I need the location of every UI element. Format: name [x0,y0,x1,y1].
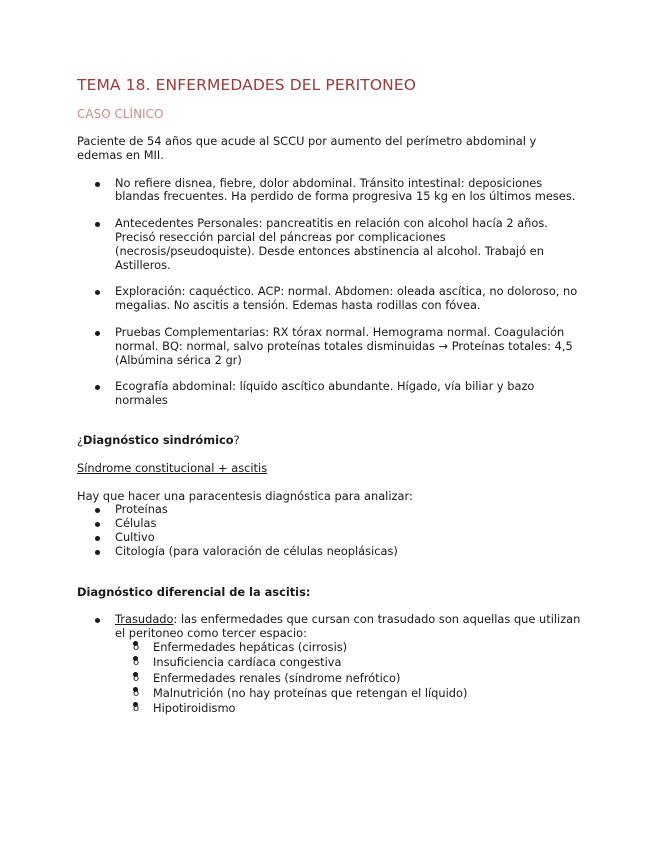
differential-heading: Diagnóstico diferencial de la ascitis: [77,584,311,599]
paracentesis-list [77,503,582,558]
syndrome-answer-text: Síndrome constitucional + ascitis [77,460,268,475]
list-item: Citología (para valoración de células neoplásicas) [77,545,582,559]
list-item: Ecografía abdominal: líquido ascítico abundante. Hígado, vía biliar y bazo normales [77,380,582,408]
list-item: Proteínas [77,503,582,517]
paracentesis-intro: Hay que hacer una paracentesis diagnóstica para analizar: [77,488,413,503]
list-item: o Hipotiroidismo [115,702,582,716]
case-intro: Paciente de 54 años que acude al SCCU por aumento del perímetro abdominal y edemas en MII. [77,134,537,162]
findings-list [77,177,582,408]
syndrome-answer [77,462,582,476]
question-heading [77,434,582,448]
list-item: Pruebas Complementarias: RX tórax normal. Hemograma normal. Coagulación normal. BQ: normal, salvo proteínas totales disminuidas → Proteínas totales: 4,5 (Albúmina sérica 2 gr) [77,326,582,367]
list-item: Cultivo [77,531,582,545]
page-title: TEMA 18. ENFERMEDADES DEL PERITONEO [77,76,417,94]
list-item: Antecedentes Personales: pancreatitis en relación con alcohol hacía 2 años. Precisó resección parcial del páncreas por complicaciones (necrosis/pseudoquiste). Desde entonces abstinencia al alcohol. Trabajó en Astilleros. [77,217,582,272]
list-item: Exploración: caquéctico. ACP: normal. Abdomen: oleada ascítica, no doloroso, no megalias. No ascitis a tensión. Edemas hasta rodillas con fóvea. [77,285,582,313]
list-item: o Enfermedades renales (síndrome nefrótico) [115,672,582,686]
list-item: o Enfermedades hepáticas (cirrosis) [115,641,582,655]
question-open: ¿ [77,432,84,447]
list-item: No refiere disnea, fiebre, dolor abdominal. Tránsito intestinal: deposiciones blandas frecuentes. Ha perdido de forma progresiva 15 kg en los últimos meses. [77,177,582,205]
trasudado-label: Trasudado [115,612,174,627]
differential-list [77,613,582,716]
list-item: o Malnutrición (no hay proteínas que retengan el líquido) [115,687,582,701]
section-subtitle: CASO CLÍNICO [77,107,164,121]
list-item: o Insuficiencia cardíaca congestiva [115,656,582,670]
list-item [77,613,582,716]
trasudado-text: : las enfermedades que cursan con trasudado son aquellas que utilizan el peritoneo como tercer espacio: [115,612,581,641]
document-body [77,135,582,716]
question-bold: Diagnóstico sindrómico [83,432,234,447]
trasudado-causes-list [115,641,582,716]
list-item: Células [77,517,582,531]
question-close: ? [233,432,240,447]
